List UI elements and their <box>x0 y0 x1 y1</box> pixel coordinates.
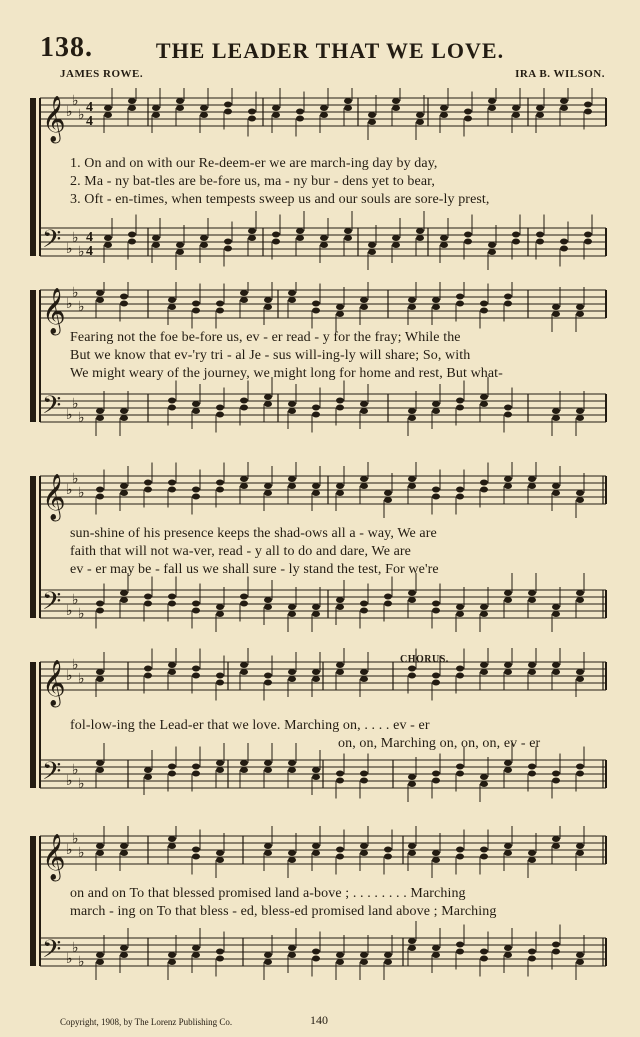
svg-text:𝄢: 𝄢 <box>42 757 62 792</box>
lyric-line-2: on, on, Marching on, on, on, ev - er <box>338 736 541 751</box>
chorus-label: CHORUS. <box>400 654 449 665</box>
page-number: 140 <box>310 1013 328 1027</box>
svg-text:𝄢: 𝄢 <box>42 935 62 970</box>
svg-text:♭: ♭ <box>72 592 79 608</box>
lyric-verse-1: 1. On and on with our Re-deem-er we are march-ing day by day, <box>70 156 438 171</box>
svg-text:𝄞: 𝄞 <box>42 96 66 142</box>
svg-text:♭: ♭ <box>66 104 73 120</box>
music-credit: IRA B. WILSON. <box>515 68 605 80</box>
svg-text:4: 4 <box>86 244 93 259</box>
svg-text:♭: ♭ <box>72 93 79 109</box>
svg-text:♭: ♭ <box>72 762 79 778</box>
svg-text:♭: ♭ <box>72 285 79 301</box>
svg-text:♭: ♭ <box>66 241 73 257</box>
svg-text:4: 4 <box>86 100 93 115</box>
music-system-4 <box>28 648 610 818</box>
lyric-verse-3: ev - er may be - fall us we shall sure - ly stand the test, For we're <box>70 562 439 577</box>
lyric-verse-2: 2. Ma - ny bat-tles are be-fore us, ma - ny bur - dens yet to bear, <box>70 174 435 189</box>
svg-text:♭: ♭ <box>66 603 73 619</box>
svg-text:𝄢: 𝄢 <box>42 225 62 260</box>
svg-text:♭: ♭ <box>66 482 73 498</box>
svg-text:♭: ♭ <box>72 657 79 673</box>
svg-text:♭: ♭ <box>66 296 73 312</box>
hymn-number: 138. <box>40 32 93 63</box>
lyric-verse-2: But we know that ev-'ry tri - al Je - sus will-ing-ly will share; So, with <box>70 348 471 363</box>
lyric-verse-1: Fearing not the foe be-fore us, ev - er read - y for the fray; While the <box>70 330 461 345</box>
svg-text:𝄢: 𝄢 <box>42 391 62 426</box>
svg-text:𝄞: 𝄞 <box>42 834 66 880</box>
svg-text:♭: ♭ <box>72 230 79 246</box>
svg-text:♭: ♭ <box>78 107 85 123</box>
svg-text:♭: ♭ <box>78 299 85 315</box>
svg-text:4: 4 <box>86 230 93 245</box>
lyric-line-2: march - ing on To that bless - ed, bless-ed promised land above ; Marching <box>70 904 497 919</box>
lyric-verse-3: We might weary of the journey, we might long for home and rest, But what- <box>70 366 503 381</box>
svg-text:𝄞: 𝄞 <box>42 660 66 706</box>
svg-text:♭: ♭ <box>78 244 85 260</box>
music-system-5 <box>28 826 610 1012</box>
svg-text:♭: ♭ <box>78 606 85 622</box>
svg-text:♭: ♭ <box>78 410 85 426</box>
svg-text:♭: ♭ <box>72 396 79 412</box>
hymn-title: THE LEADER THAT WE LOVE. <box>155 38 505 63</box>
music-system-3 <box>28 462 610 642</box>
words-credit: JAMES ROWE. <box>60 68 144 80</box>
music-system-2 <box>28 282 610 456</box>
svg-text:4: 4 <box>86 114 93 129</box>
lyric-verse-1: sun-shine of his presence keeps the shad-ows all a - way, We are <box>70 526 437 541</box>
svg-text:♭: ♭ <box>78 776 85 792</box>
lyric-verse-3: 3. Oft - en-times, when tempests sweep us and our souls are sore-ly prest, <box>70 192 490 207</box>
copyright-notice: Copyright, 1908, by The Lorenz Publishing Co. <box>60 1017 233 1027</box>
lyric-line-1: on and on To that blessed promised land a-bove ; . . . . . . . . Marching <box>70 886 466 901</box>
svg-text:♭: ♭ <box>72 940 79 956</box>
svg-text:♭: ♭ <box>72 831 79 847</box>
svg-text:𝄢: 𝄢 <box>42 587 62 622</box>
svg-text:♭: ♭ <box>66 773 73 789</box>
svg-text:♭: ♭ <box>66 407 73 423</box>
svg-text:♭: ♭ <box>78 671 85 687</box>
svg-text:♭: ♭ <box>66 842 73 858</box>
svg-text:♭: ♭ <box>78 845 85 861</box>
svg-text:♭: ♭ <box>66 951 73 967</box>
svg-text:𝄞: 𝄞 <box>42 288 66 334</box>
svg-text:♭: ♭ <box>78 485 85 501</box>
svg-text:♭: ♭ <box>66 668 73 684</box>
music-system-1 <box>28 88 610 276</box>
lyric-line-1: fol-low-ing the Lead-er that we love. Marching on, . . . . ev - er <box>70 718 430 733</box>
svg-text:♭: ♭ <box>72 471 79 487</box>
svg-text:♭: ♭ <box>78 954 85 970</box>
svg-text:𝄞: 𝄞 <box>42 474 66 520</box>
lyric-verse-2: faith that will not wa-ver, read - y all to do and dare, We are <box>70 544 412 559</box>
